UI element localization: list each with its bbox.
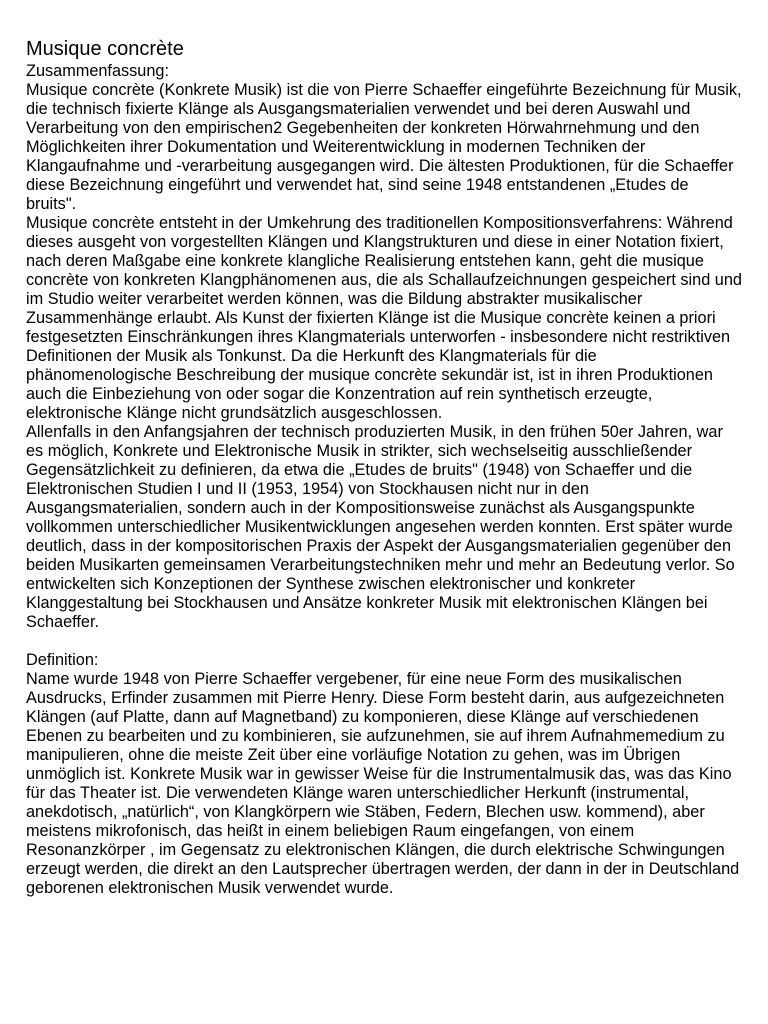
document-page xyxy=(26,36,742,898)
section-spacer xyxy=(26,632,742,651)
summary-paragraph-1: Musique concrète (Konkrete Musik) ist die von Pierre Schaeffer eingeführte Bezeichnung für Musik, die technisch fixierte Klänge als Ausgangsmaterialien verwendet und bei deren Auswahl und Verarbeitung von den empirischen2 Gegebenheiten der konkreten Hörwahrnehmung und den Möglichkeiten ihrer Dokumentation und Weiterentwicklung in modernen Techniken der Klangaufnahme und -verarbeitung ausgegangen wird. Die ältesten Produktionen, für die Schaeffer diese Bezeichnung eingeführt und verwendet hat, sind seine 1948 entstandenen „Etudes de bruits". xyxy=(26,81,742,213)
summary-paragraph-2: Musique concrète entsteht in der Umkehrung des traditionellen Kompositionsverfahrens: Während dieses ausgeht von vorgestellten Klängen und Klangstrukturen und diese in einer Notation fixiert, nach deren Maßgabe eine konkrete klangliche Realisierung entstehen kann, geht die musique concrète von konkreten Klangphänomenen aus, die als Schallaufzeichnungen gespeichert sind und im Studio weiter verarbeitet werden können, was die Bildung abstrakter musikalischer Zusammenhänge erlaubt. Als Kunst der fixierten Klänge ist die Musique concrète keinen a priori festgesetzten Einschränkungen ihres Klangmaterials unterworfen - insbesondere nicht restriktiven Definitionen der Musik als Tonkunst. Da die Herkunft des Klangmaterials für die phänomenologische Beschreibung der musique concrète sekundär ist, ist in ihren Produktionen auch die Einbeziehung von oder sogar die Konzentration auf rein synthetisch erzeugte, elektronische Klänge nicht grundsätzlich ausgeschlossen. xyxy=(26,214,742,422)
page-title: Musique concrète xyxy=(26,38,184,60)
summary-paragraph-3: Allenfalls in den Anfangsjahren der technisch produzierten Musik, in den frühen 50er Jahren, war es möglich, Konkrete und Elektronische Musik in strikter, sich wechselseitig ausschließender Gegensätzlichkeit zu definieren, da etwa die „Etudes de bruits" (1948) von Schaeffer und die Elektronischen Studien I und II (1953, 1954) von Stockhausen nicht nur in den Ausgangsmaterialien, sondern auch in der Kompositionsweise zunächst als Ausgangspunkte vollkommen unterschiedlicher Musikentwicklungen angesehen werden konnten. Erst später wurde deutlich, dass in der kompositorischen Praxis der Aspekt der Ausgangsmaterialien gegenüber den beiden Musikarten gemeinsamen Verarbeitungstechniken mehr und mehr an Bedeutung verlor. So entwickelten sich Konzeptionen der Synthese zwischen elektronischer und konkreter Klanggestaltung bei Stockhausen und Ansätze konkreter Musik mit elektronischen Klängen bei Schaeffer. xyxy=(26,423,735,631)
definition-heading: Definition: xyxy=(26,651,99,669)
summary-heading: Zusammenfassung: xyxy=(26,62,169,80)
definition-paragraph-1: Name wurde 1948 von Pierre Schaeffer vergebener, für eine neue Form des musikalischen Ausdrucks, Erfinder zusammen mit Pierre Henry. Diese Form besteht darin, aus aufgezeichneten Klängen (auf Platte, dann auf Magnetband) zu komponieren, diese Klänge auf verschiedenen Ebenen zu bearbeiten und zu kombinieren, sie aufzunehmen, sie auf ihrem Aufnahmemedium zu manipulieren, ohne die meiste Zeit über eine vorläufige Notation zu gehen, was im Übrigen unmöglich ist. Konkrete Musik war in gewisser Weise für die Instrumentalmusik das, was das Kino für das Theater ist. Die verwendeten Klänge waren unterschiedlicher Herkunft (instrumental, anekdotisch, „natürlich“, von Klangkörpern wie Stäben, Federn, Blechen usw. kommend), aber meistens mikrofonisch, das heißt in einem beliebigen Raum eingefangen, von einem Resonanzkörper , im Gegensatz zu elektronischen Klängen, die durch elektrische Schwingungen erzeugt werden, die direkt an den Lautsprecher übertragen werden, der dann in der in Deutschland geborenen elektronischen Musik verwendet wurde. xyxy=(26,670,740,897)
